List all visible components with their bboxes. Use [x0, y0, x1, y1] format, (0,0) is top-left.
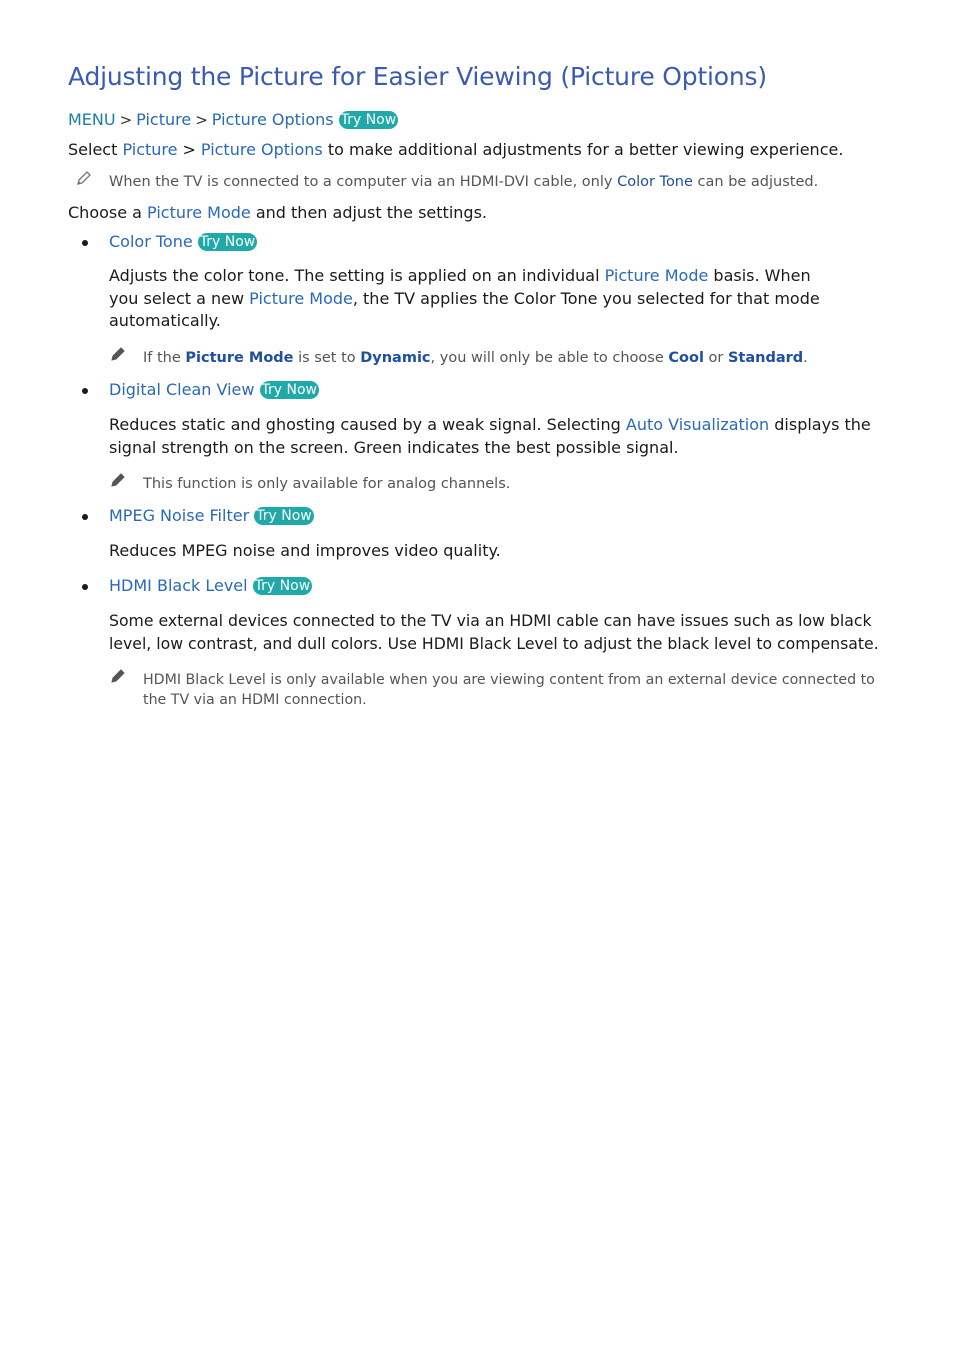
note-text: is set to: [293, 350, 361, 366]
breadcrumb-separator: >: [119, 111, 133, 129]
item-label[interactable]: MPEG Noise Filter: [109, 506, 250, 525]
item-label[interactable]: Color Tone: [109, 232, 193, 251]
pencil-icon: [75, 169, 93, 187]
intro-prefix: Select: [68, 140, 123, 159]
note-analog: [143, 474, 510, 494]
intro-separator: >: [182, 140, 196, 159]
desc-text: you select a new: [109, 288, 250, 308]
note-text: HDMI Black Level is only available when you are viewing content from an external device connected to: [143, 672, 875, 688]
desc-text: , the TV applies the Color Tone you selected for that mode: [352, 288, 820, 308]
note-text: This function is only available for analog channels.: [143, 476, 511, 492]
try-now-button[interactable]: Try Now: [254, 578, 311, 594]
note-hdmi-black-level: [143, 670, 893, 710]
note-highlight: Cool: [668, 350, 704, 366]
pencil-icon: [109, 471, 127, 489]
note-hdmi-dvi: [109, 172, 818, 192]
try-now-button[interactable]: Try Now: [261, 382, 318, 398]
item-description: [109, 414, 889, 459]
note-text: .: [803, 350, 808, 366]
desc-line: Reduces MPEG noise and improves video quality.: [109, 541, 501, 560]
try-now-button[interactable]: Try Now: [199, 234, 256, 250]
item-hdmi-black-level: [109, 576, 312, 595]
item-description: [109, 540, 889, 563]
note-color-tone: Color Tone: [617, 174, 693, 190]
breadcrumb-separator: >: [195, 111, 208, 129]
intro-text: [68, 139, 843, 162]
desc-line: [109, 265, 889, 288]
breadcrumb: [68, 110, 398, 129]
choose-prefix: Choose a: [68, 203, 148, 222]
desc-line: [109, 414, 889, 437]
item-description: [109, 265, 889, 333]
desc-line: level, low contrast, and dull colors. Use HDMI Black Level to adjust the black level to compensate.: [109, 633, 879, 653]
bullet-dot: [82, 584, 88, 590]
desc-line: signal strength on the screen. Green indicates the best possible signal.: [109, 437, 679, 457]
desc-text: displays the: [769, 415, 871, 434]
desc-highlight: Auto Visualization: [625, 415, 770, 434]
note-text: or: [703, 350, 728, 366]
intro-suffix: to make additional adjustments for a better viewing experience.: [322, 140, 844, 159]
desc-text: Reduces static and ghosting caused by a weak signal. Selecting: [109, 415, 626, 434]
desc-line: [109, 288, 889, 311]
bullet-dot: [82, 388, 88, 394]
bullet-dot: [82, 240, 88, 246]
desc-highlight: Picture Mode: [249, 288, 353, 308]
note-text: When the TV is connected to a computer via an HDMI-DVI cable, only: [109, 174, 618, 190]
note-text: can be adjusted.: [692, 174, 819, 190]
breadcrumb-picture[interactable]: Picture: [136, 110, 192, 129]
item-description: [109, 610, 899, 655]
pencil-icon: [109, 667, 127, 685]
choose-text: [68, 202, 487, 225]
page-title: Adjusting the Picture for Easier Viewing (Picture Options): [68, 62, 767, 91]
intro-picture-options-link[interactable]: Picture Options: [200, 140, 323, 159]
note-text: , you will only be able to choose: [430, 350, 669, 366]
bullet-dot: [82, 514, 88, 520]
breadcrumb-menu[interactable]: MENU: [68, 110, 116, 129]
note-highlight: Standard: [727, 350, 804, 366]
desc-highlight: Picture Mode: [604, 266, 709, 285]
desc-text: basis. When: [708, 266, 811, 285]
desc-text: Adjusts the color tone. The setting is applied on an individual: [109, 266, 605, 285]
breadcrumb-picture-options[interactable]: Picture Options: [211, 110, 334, 129]
item-label[interactable]: HDMI Black Level: [109, 576, 248, 595]
desc-line: automatically.: [109, 311, 221, 330]
desc-line: Some external devices connected to the TV via an HDMI cable can have issues such as low black: [109, 611, 872, 630]
note-text: If the: [143, 350, 186, 366]
note-highlight: Picture Mode: [185, 350, 294, 366]
item-label[interactable]: Digital Clean View: [109, 380, 255, 399]
note-dynamic: [143, 348, 808, 368]
item-digital-clean-view: [109, 380, 319, 399]
item-mpeg-noise-filter: [109, 506, 314, 525]
choose-suffix: and then adjust the settings.: [250, 203, 487, 222]
choose-picture-mode[interactable]: Picture Mode: [147, 203, 251, 222]
try-now-button[interactable]: Try Now: [256, 508, 312, 524]
intro-picture-link[interactable]: Picture: [122, 140, 178, 159]
pencil-icon: [109, 345, 127, 363]
item-color-tone: [109, 232, 257, 251]
try-now-button[interactable]: Try Now: [340, 112, 397, 128]
note-highlight: Dynamic: [360, 350, 431, 366]
note-text: the TV via an HDMI connection.: [143, 692, 367, 708]
